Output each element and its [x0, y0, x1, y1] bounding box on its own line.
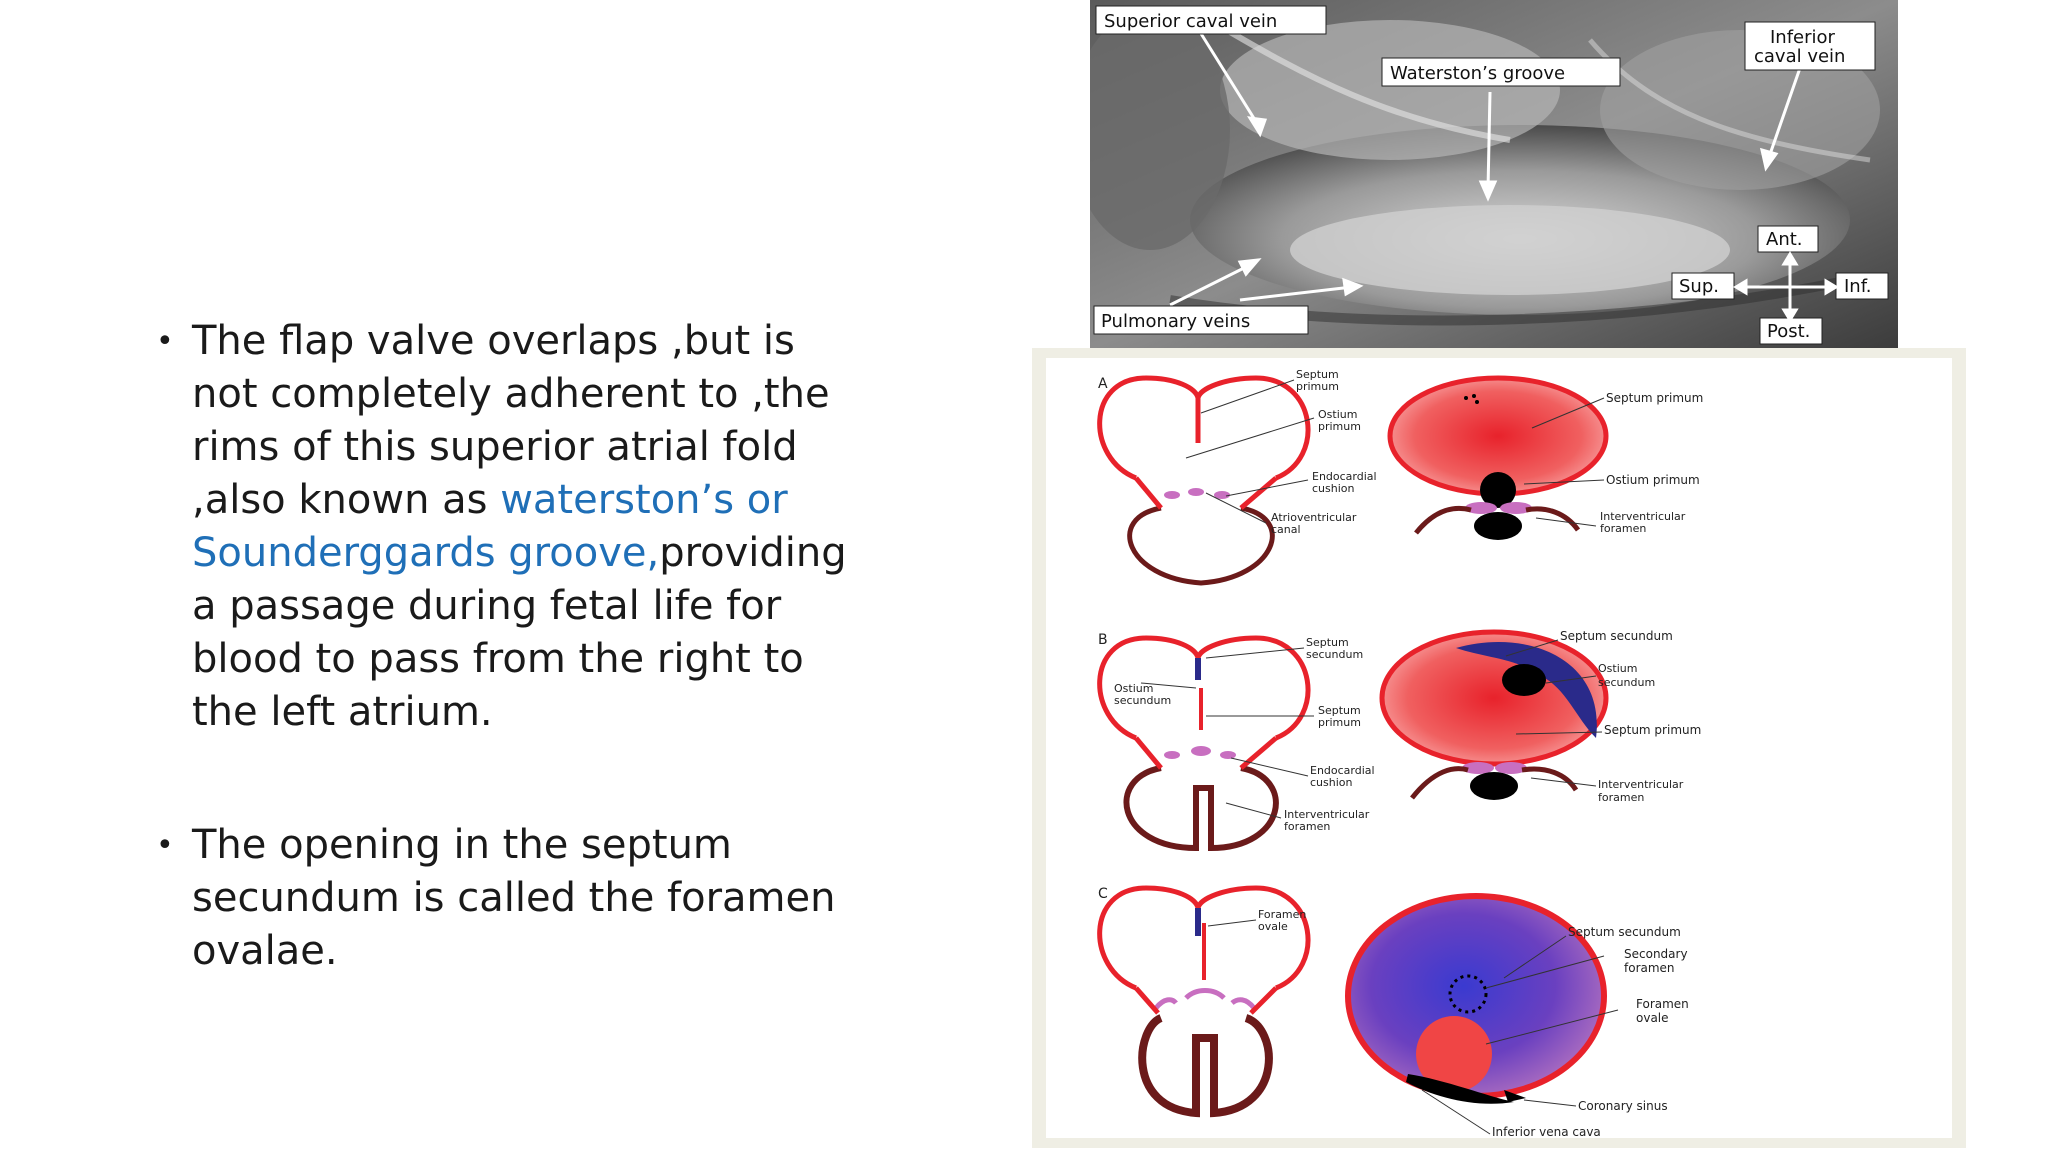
label-post: Post.	[1767, 321, 1811, 342]
a-av-canal-2: canal	[1271, 523, 1301, 536]
c-foramen-ovale-1: Foramen	[1258, 908, 1307, 921]
bullet-2-text: The opening in the septum secundum is called the foramen ovalae.	[192, 822, 836, 974]
anatomy-photo-graphic	[1090, 0, 1898, 348]
a-ostium-primum-2: primum	[1318, 420, 1361, 433]
panel-c-atrium-view	[1348, 896, 1604, 1104]
b-ivf-1: Interventricular	[1284, 808, 1370, 821]
b-r-septum-secundum: Septum secundum	[1560, 629, 1673, 643]
panel-a-heart-section	[1100, 378, 1308, 583]
b-septum-primum-1: Septum	[1318, 704, 1361, 717]
a-septum-primum-1: Septum	[1296, 368, 1339, 381]
a-endocardial-1: Endocardial	[1312, 470, 1377, 483]
anatomy-photo	[1090, 0, 1898, 348]
b-ostium-secundum-2: secundum	[1114, 694, 1172, 707]
bullet-1-text: The flap valve overlaps ,but is not completely adherent to ,the rims of this superior atrial fold ,also known as	[192, 318, 830, 523]
label-inf: Inf.	[1844, 276, 1872, 297]
a-r-ivf-1: Interventricular	[1600, 510, 1686, 523]
bullet-1-highlight: waterston’s or Sounderggards groove,	[192, 477, 788, 576]
label-ant: Ant.	[1766, 229, 1803, 250]
c-r-foramen-ovale-2: ovale	[1636, 1011, 1669, 1025]
septation-diagram	[1032, 348, 1966, 1148]
c-r-foramen-ovale-1: Foramen	[1636, 997, 1689, 1011]
bullet-1-text-end: providing a passage during fetal life for blood to pass from the right to the left atrium.	[192, 530, 847, 735]
septation-diagram-panel	[1046, 358, 1952, 1138]
b-septum-primum-2: primum	[1318, 716, 1361, 729]
b-endocardial-2: cushion	[1310, 776, 1353, 789]
bullet-dot-icon: •	[156, 324, 174, 359]
c-r-inferior-vena-cava: Inferior vena cava	[1492, 1125, 1601, 1138]
bullet-item-1	[150, 315, 850, 739]
a-ostium-primum-1: Ostium	[1318, 408, 1358, 421]
a-endocardial-2: cushion	[1312, 482, 1355, 495]
bullet-dot-icon: •	[156, 828, 174, 863]
c-r-coronary-sinus: Coronary sinus	[1578, 1099, 1668, 1113]
a-r-ivf-2: foramen	[1600, 522, 1647, 535]
a-r-ostium-primum: Ostium primum	[1606, 473, 1700, 487]
b-r-ivf-2: foramen	[1598, 791, 1645, 804]
b-r-septum-primum: Septum primum	[1604, 723, 1702, 737]
panel-letter-c: C	[1098, 886, 1108, 902]
label-pulmonary-veins: Pulmonary veins	[1101, 311, 1251, 332]
a-septum-primum-2: primum	[1296, 380, 1339, 393]
c-r-secondary-2: foramen	[1624, 961, 1675, 975]
b-r-ivf-1: Interventricular	[1598, 778, 1684, 791]
b-endocardial-1: Endocardial	[1310, 764, 1375, 777]
a-r-septum-primum: Septum primum	[1606, 391, 1704, 405]
b-r-ostium-secundum-2: secundum	[1598, 676, 1656, 689]
bullet-item-2	[150, 819, 850, 978]
label-inferior-caval-vein-1: Inferior	[1770, 27, 1835, 48]
panel-letter-a: A	[1098, 376, 1108, 392]
b-ivf-2: foramen	[1284, 820, 1331, 833]
label-sup: Sup.	[1679, 276, 1719, 297]
b-ostium-secundum-1: Ostium	[1114, 682, 1154, 695]
b-r-ostium-secundum-1: Ostium	[1598, 662, 1638, 675]
panel-a-atrium-view	[1390, 378, 1606, 540]
c-foramen-ovale-2: ovale	[1258, 920, 1288, 933]
panel-letter-b: B	[1098, 632, 1108, 648]
label-inferior-caval-vein-2: caval vein	[1754, 46, 1846, 67]
b-septum-secundum-1: Septum	[1306, 636, 1349, 649]
a-av-canal-1: Atrioventricular	[1271, 511, 1357, 524]
panel-b-atrium-view	[1382, 632, 1606, 800]
bullet-list	[150, 315, 850, 978]
b-septum-secundum-2: secundum	[1306, 648, 1364, 661]
c-r-septum-secundum: Septum secundum	[1568, 925, 1681, 939]
label-superior-caval-vein: Superior caval vein	[1104, 11, 1278, 32]
label-waterstons-groove: Waterston’s groove	[1390, 63, 1566, 84]
c-r-secondary-1: Secondary	[1624, 947, 1688, 961]
septation-diagram-graphic	[1046, 358, 1952, 1138]
